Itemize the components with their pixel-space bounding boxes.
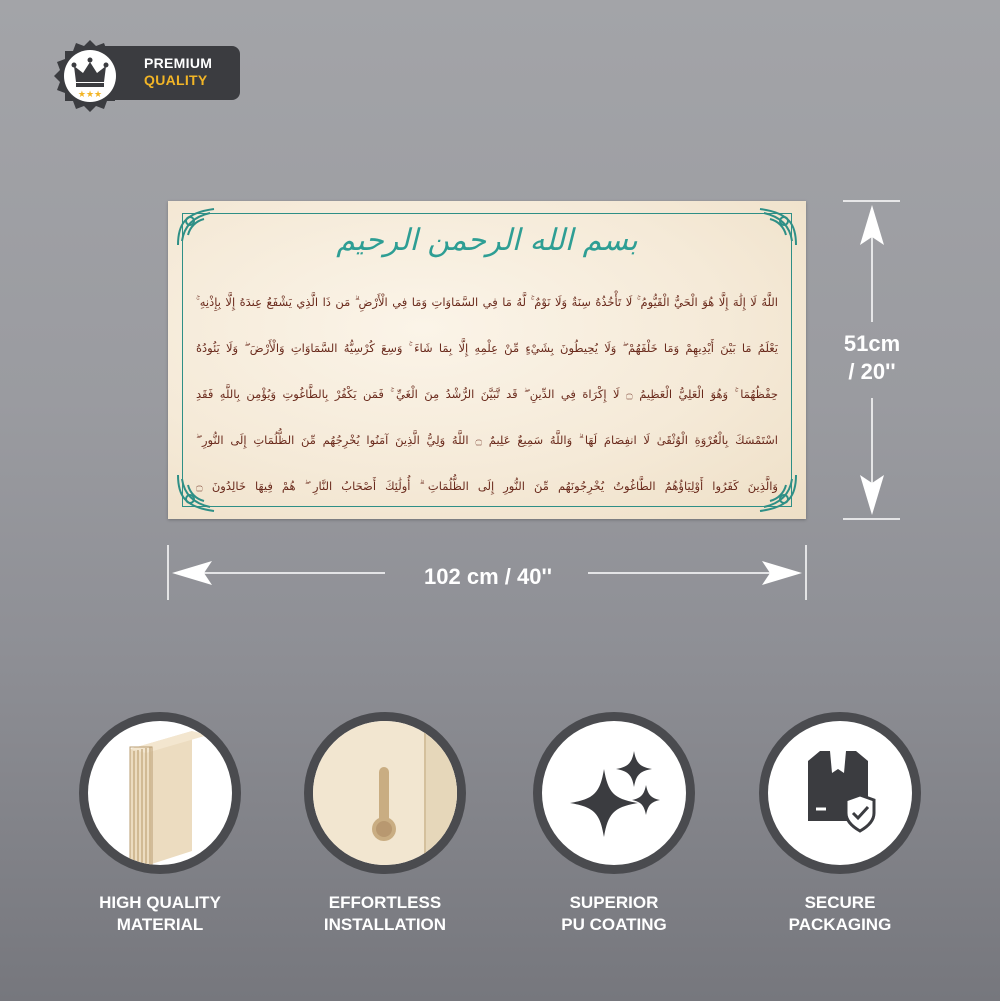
- feature-label: [78, 892, 242, 936]
- feature-circle: [759, 712, 921, 874]
- feature-effortless-installation: [303, 712, 467, 936]
- calligraphy-panel: [168, 201, 806, 519]
- feature-circle: [304, 712, 466, 874]
- feature-superior-pu-coating: [532, 712, 696, 936]
- height-dimension-label: [822, 330, 922, 386]
- height-inch: / 20'': [848, 359, 896, 384]
- feature-label: [303, 892, 467, 936]
- feature-label-line: HIGH QUALITY: [99, 893, 221, 912]
- feature-label: [532, 892, 696, 936]
- feature-secure-packaging: [758, 712, 922, 936]
- feature-label-line: INSTALLATION: [323, 915, 447, 934]
- feature-high-quality-material: [78, 712, 242, 936]
- verse-line: اللَّهُ لَا إِلَٰهَ إِلَّا هُوَ الْحَيُّ الْقَيُّومُ ۚ لَا تَأْخُذُهُ سِنَةٌ وَلَا نَوْمٌ ۚ لَّهُ مَا فِي السَّمَاوَاتِ وَمَا فِي الْأَرْضِ ۗ مَن ذَا الَّذِي يَشْفَعُ عِندَهُ إِلَّا بِإِذْنِهِ ۚ: [196, 295, 778, 309]
- verse-line: حِفْظُهُمَا ۚ وَهُوَ الْعَلِيُّ الْعَظِيمُ ۝ لَا إِكْرَاهَ فِي الدِّينِ ۖ قَد تَّبَيَّنَ الرُّشْدُ مِنَ الْغَيِّ ۚ فَمَن يَكْفُرْ بِالطَّاغُوتِ وَيُؤْمِن بِاللَّهِ فَقَدِ: [196, 387, 778, 401]
- badge-line-quality: QUALITY: [144, 72, 208, 88]
- box-shield-icon: [768, 721, 912, 865]
- svg-text:★★★: ★★★: [77, 90, 103, 100]
- height-cm: 51cm: [843, 331, 901, 356]
- feature-label-line: SUPERIOR: [569, 893, 659, 912]
- badge-line-premium: PREMIUM: [144, 55, 213, 71]
- sparkle-icon: [542, 721, 686, 865]
- verse-line: وَالَّذِينَ كَفَرُوا أَوْلِيَاؤُهُمُ الطَّاغُوتُ يُخْرِجُونَهُم مِّنَ النُّورِ إِلَى الظُّلُمَاتِ ۗ أُولَٰئِكَ أَصْحَابُ النَّارِ ۖ هُمْ فِيهَا خَالِدُونَ ۝: [196, 479, 778, 493]
- verse-text: [196, 285, 778, 515]
- feature-label-line: EFFORTLESS: [328, 893, 442, 912]
- verse-line: اسْتَمْسَكَ بِالْعُرْوَةِ الْوُثْقَىٰ لَا انفِصَامَ لَهَا ۗ وَاللَّهُ سَمِيعٌ عَلِيمٌ ۝ اللَّهُ وَلِيُّ الَّذِينَ آمَنُوا يُخْرِجُهُم مِّنَ الظُّلُمَاتِ إِلَى النُّورِ ۖ: [196, 433, 778, 447]
- feature-label-line: SECURE: [804, 893, 876, 912]
- width-dimension-label: 102 cm / 40'': [424, 564, 552, 589]
- feature-label-line: MATERIAL: [116, 915, 204, 934]
- verse-line: يَعْلَمُ مَا بَيْنَ أَيْدِيهِمْ وَمَا خَلْفَهُمْ ۖ وَلَا يُحِيطُونَ بِشَيْءٍ مِّنْ عِلْمِهِ إِلَّا بِمَا شَاءَ ۚ وَسِعَ كُرْسِيُّهُ السَّمَاوَاتِ وَالْأَرْضَ ۖ وَلَا يَئُودُهُ: [196, 341, 778, 355]
- feature-circle: [533, 712, 695, 874]
- keyhole-slot-icon: [313, 721, 457, 865]
- feature-circle: [79, 712, 241, 874]
- feature-label: [758, 892, 922, 936]
- feature-label-line: PACKAGING: [788, 915, 892, 934]
- plywood-edge-icon: [88, 721, 232, 865]
- feature-label-line: PU COATING: [561, 915, 667, 934]
- bismillah-heading: بسم الله الرحمن الرحيم: [336, 223, 638, 258]
